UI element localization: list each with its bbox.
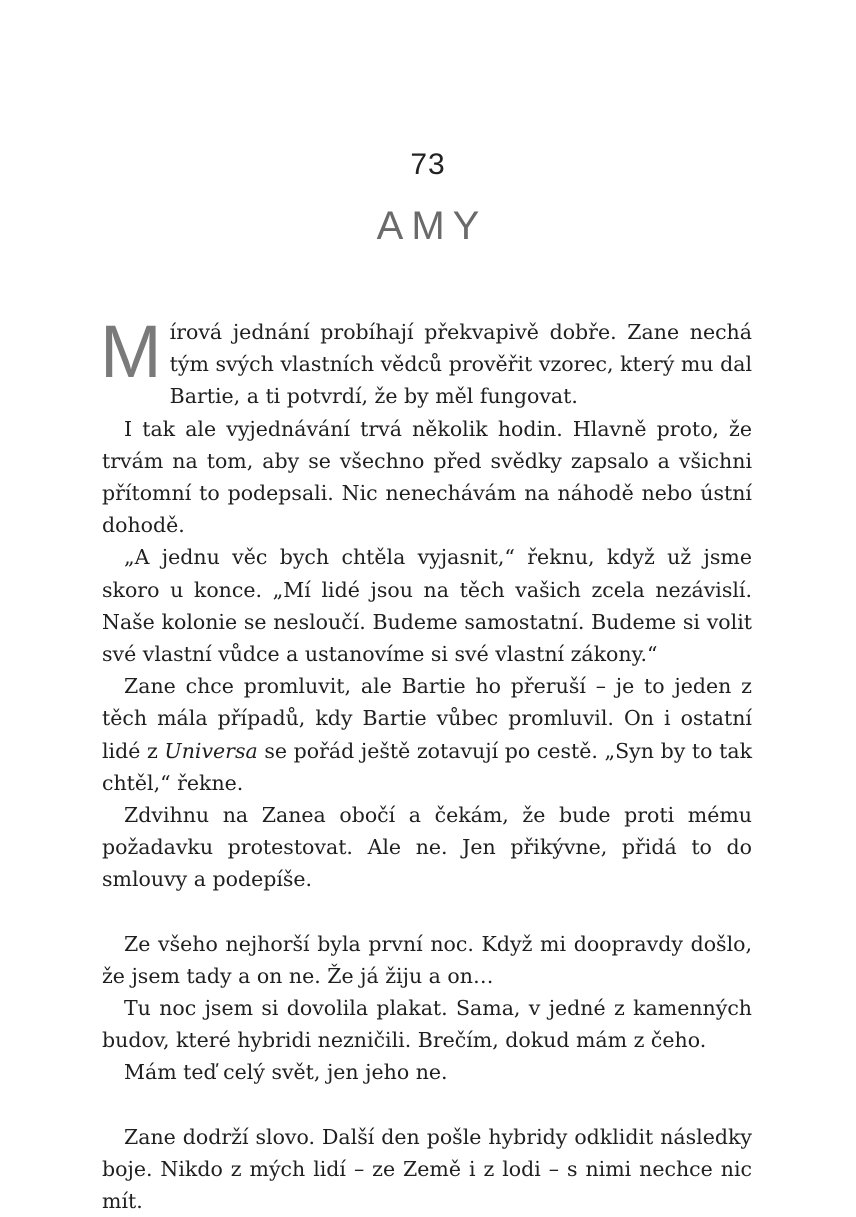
- paragraph: „A jednu věc bych chtěla vyjasnit,“ řeknu, když už jsme skoro u konce. „Mí lidé jsou na těch vašich zcela nezávislí. Naše kolonie se nesloučí. Budeme samostatní. Budeme si volit své vlastní vůdce a ustanovíme si své vlastní zákony.“: [102, 545, 752, 667]
- chapter-title: AMY: [376, 204, 488, 248]
- paragraph-text: Zane chce promluvit, ale Bartie ho přeruší – je to jeden z těch mála případů, kdy Bartie vůbec promluvil. On i ostatní lidé z: [102, 674, 752, 763]
- paragraph: Mám teď celý svět, jen jeho ne.: [124, 1060, 448, 1085]
- paragraph: [100, 310, 752, 413]
- paragraph: Zane dodrží slovo. Další den pošle hybridy odklidit následky boje. Nikdo z mých lidí – ze Země i z lodi – s nimi nechce nic mít.: [102, 1124, 752, 1214]
- paragraph: [102, 670, 752, 799]
- paragraph: I tak ale vyjednávání trvá několik hodin. Hlavně proto, že trvám na tom, aby se všechno před svědky zapsalo a všichni přítomní to podepsali. Nic nenechávám na náhodě nebo ústní dohodě.: [102, 416, 752, 538]
- paragraph: Tu noc jsem si dovolila plakat. Sama, v jedné z kamenných budov, které hybridi nezničili. Brečím, dokud mám z čeho.: [102, 996, 752, 1053]
- chapter-body: [100, 310, 753, 1217]
- drop-cap: M: [100, 310, 162, 393]
- paragraph: Zdvihnu na Zanea obočí a čekám, že bude proti mému požadavku protestovat. Ale ne. Jen přikývne, přidá to do smlouvy a podepíše.: [102, 803, 752, 892]
- paragraph-text: se pořád ještě zotavují po cestě. „Syn by to tak chtěl,“ řekne.: [102, 738, 753, 795]
- paragraph: Ze všeho nejhorší byla první noc. Když mi doopravdy došlo, že jsem tady a on ne. Že já žiju a on…: [102, 931, 752, 988]
- italic-title: Universa: [164, 738, 258, 763]
- paragraph-text: írová jednání probíhají překvapivě dobře. Zane nechá tým svých vlastních vědců prověřit vzorec, který mu dal Bartie, a ti potvrdí, že by měl fungovat.: [169, 320, 752, 409]
- chapter-number: 73: [410, 148, 446, 181]
